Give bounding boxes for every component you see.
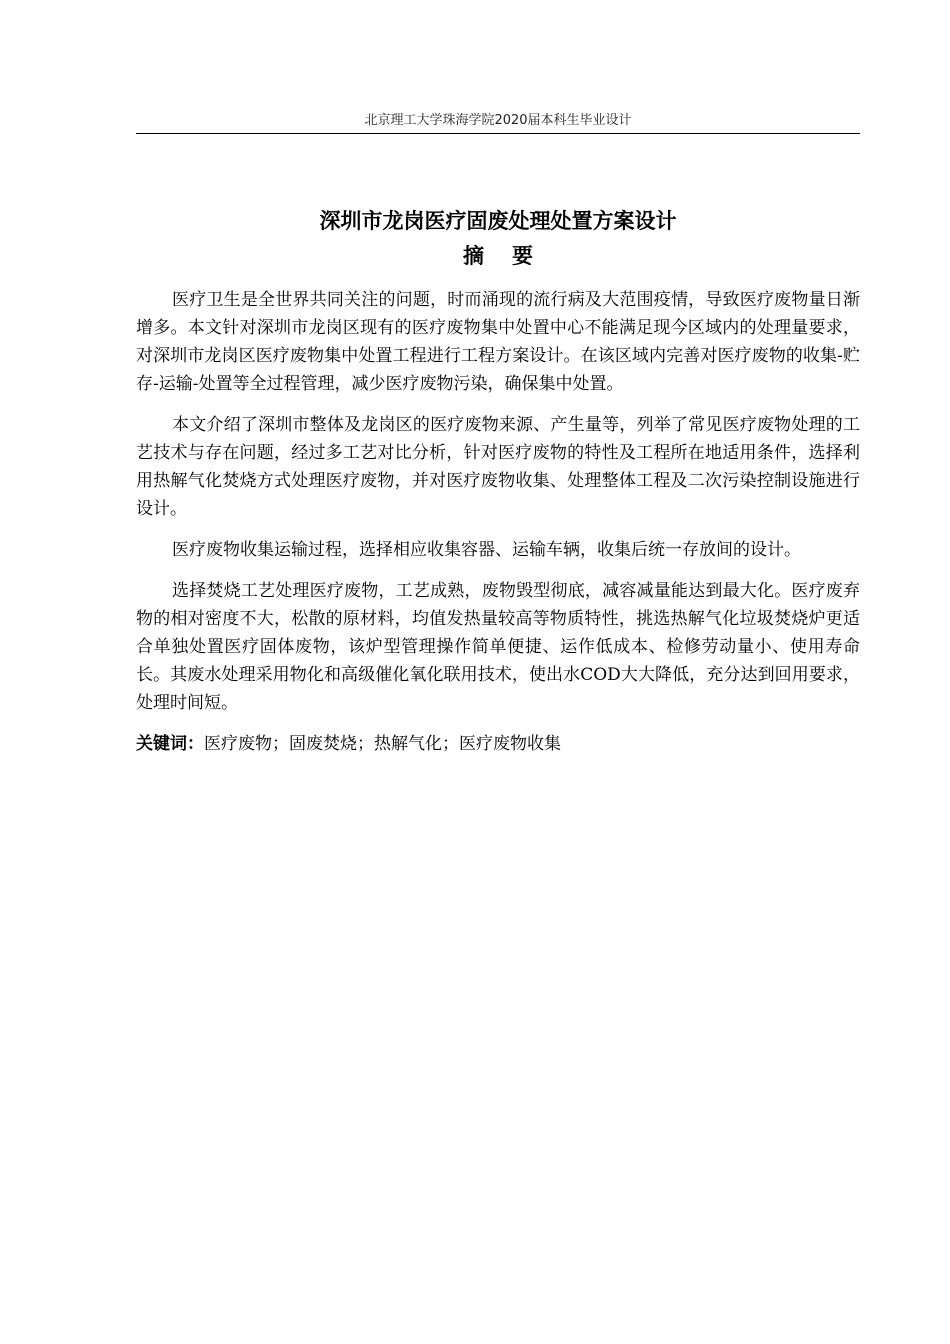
running-header-text: 北京理工大学珠海学院2020届本科生毕业设计 — [364, 113, 632, 128]
abstract-paragraph-4: 选择焚烧工艺处理医疗废物，工艺成熟，废物毁型彻底，减容减量能达到最大化。医疗废弃物的相对密度不大，松散的原材料，均值发热量较高等物质特性，挑选热解气化垃圾焚烧炉更适合单独处置医疗固体废物，该炉型管理操作简单便捷、运作低成本、检修劳动量小、使用寿命长。其废水处理采用物化和高级催化氧化联用技术，使出水COD大大降低，充分达到回用要求，处理时间短。 — [136, 581, 860, 713]
keywords-line — [136, 730, 860, 758]
keywords-label: 关键词： — [136, 734, 204, 754]
abstract-heading: 摘要 — [463, 244, 561, 268]
running-header — [136, 112, 860, 134]
abstract-body — [136, 286, 860, 758]
abstract-paragraph-1: 医疗卫生是全世界共同关注的问题，时而涌现的流行病及大范围疫情，导致医疗废物量日渐增多。本文针对深圳市龙岗区现有的医疗废物集中处置中心不能满足现今区域内的处理量要求，对深圳市龙岗区医疗废物集中处置工程进行工程方案设计。在该区域内完善对医疗废物的收集-贮存-运输-处置等全过程管理，减少医疗废物污染，确保集中处置。 — [136, 290, 860, 394]
document-title: 深圳市龙岗医疗固废处理处置方案设计 — [319, 209, 677, 233]
abstract-paragraph-3: 医疗废物收集运输过程，选择相应收集容器、运输车辆，收集后统一存放间的设计。 — [172, 540, 801, 560]
keywords-value: 医疗废物；固废焚烧；热解气化；医疗废物收集 — [204, 734, 561, 754]
abstract-paragraph-2: 本文介绍了深圳市整体及龙岗区的医疗废物来源、产生量等，列举了常见医疗废物处理的工艺技术与存在问题，经过多工艺对比分析，针对医疗废物的特性及工程所在地适用条件，选择利用热解气化焚烧方式处理医疗废物，并对医疗废物收集、处理整体工程及二次污染控制设施进行设计。 — [136, 415, 860, 519]
